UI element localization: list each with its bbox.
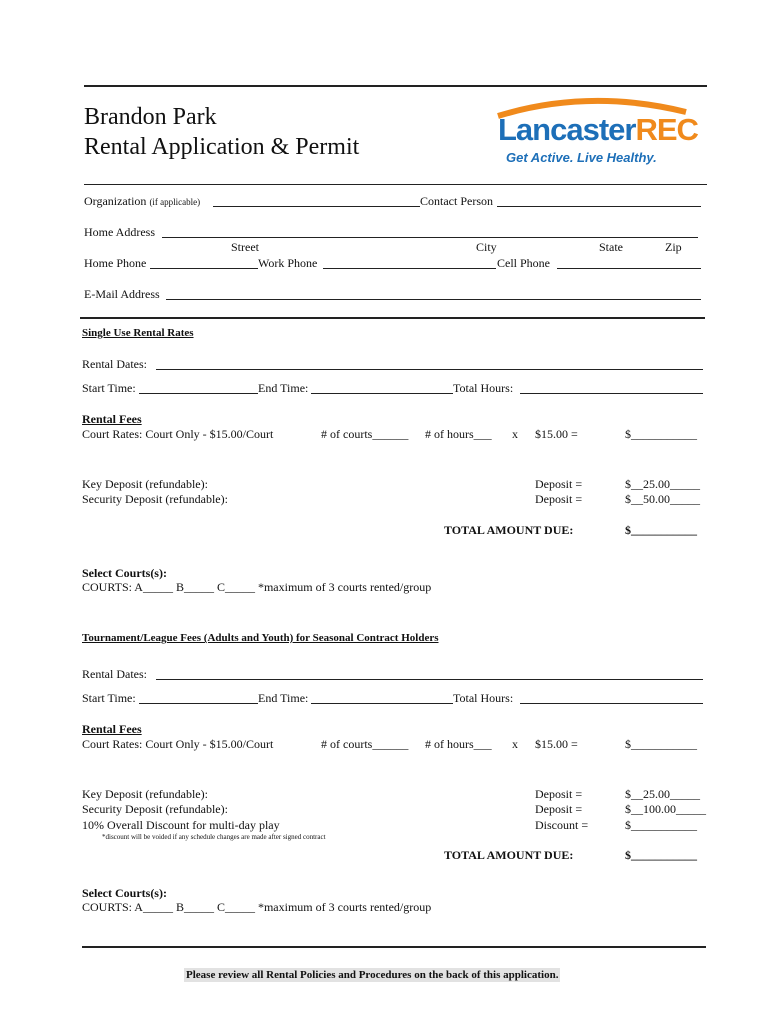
tournament-end-time-field[interactable] <box>311 703 453 704</box>
tournament-num-hours[interactable]: # of hours___ <box>425 737 492 751</box>
contact-person-field[interactable] <box>497 206 701 207</box>
tournament-security-amount: $__100.00_____ <box>625 802 706 816</box>
single-deposit-eq-1: Deposit = <box>535 477 583 491</box>
street-label: Street <box>231 240 259 254</box>
home-phone-field[interactable] <box>150 268 258 269</box>
contact-person-label: Contact Person <box>420 194 493 208</box>
single-end-time-field[interactable] <box>311 393 453 394</box>
city-label: City <box>476 240 497 254</box>
home-phone-label: Home Phone <box>84 256 147 270</box>
single-security-amount: $__50.00_____ <box>625 492 700 506</box>
bottom-rule <box>82 946 706 948</box>
single-end-time-label: End Time: <box>258 381 309 395</box>
tournament-total-hours-field[interactable] <box>520 703 703 704</box>
tournament-start-time-label: Start Time: <box>82 691 136 705</box>
tournament-end-time-label: End Time: <box>258 691 309 705</box>
email-field[interactable] <box>166 299 701 300</box>
footer-note: Please review all Rental Policies and Procedures on the back of this application. <box>186 969 559 981</box>
tournament-discount-label: 10% Overall Discount for multi-day play <box>82 818 280 832</box>
cell-phone-field[interactable] <box>557 268 701 269</box>
tournament-key-amount: $__25.00_____ <box>625 787 700 801</box>
tournament-court-rates: Court Rates: Court Only - $15.00/Court <box>82 737 274 751</box>
tournament-rental-fees-heading: Rental Fees <box>82 722 142 736</box>
single-key-amount: $__25.00_____ <box>625 477 700 491</box>
single-rate: $15.00 = <box>535 427 578 441</box>
single-deposit-eq-2: Deposit = <box>535 492 583 506</box>
single-court-rates: Court Rates: Court Only - $15.00/Court <box>82 427 274 441</box>
single-select-courts-label: Select Courts(s): <box>82 566 167 580</box>
tournament-security-deposit-label: Security Deposit (refundable): <box>82 802 228 816</box>
tournament-deposit-eq-2: Deposit = <box>535 802 583 816</box>
single-security-deposit-label: Security Deposit (refundable): <box>82 492 228 506</box>
email-label: E-Mail Address <box>84 287 160 301</box>
tournament-total-amount[interactable]: $___________ <box>625 848 697 862</box>
tournament-heading: Tournament/League Fees (Adults and Youth) for Seasonal Contract Holders <box>82 632 439 644</box>
single-start-time-label: Start Time: <box>82 381 136 395</box>
single-num-courts[interactable]: # of courts______ <box>321 427 409 441</box>
organization-label: Organization (if applicable) <box>84 194 201 208</box>
tournament-total-hours-label: Total Hours: <box>453 691 514 705</box>
work-phone-field[interactable] <box>323 268 496 269</box>
tournament-rental-dates-label: Rental Dates: <box>82 667 147 681</box>
single-use-heading: Single Use Rental Rates <box>82 327 194 339</box>
logo-brand-part1: Lancaster <box>498 112 636 147</box>
single-rental-dates-label: Rental Dates: <box>82 357 147 371</box>
state-label: State <box>599 240 623 254</box>
lancaster-rec-logo <box>494 90 698 170</box>
single-total-hours-label: Total Hours: <box>453 381 514 395</box>
single-key-deposit-label: Key Deposit (refundable): <box>82 477 208 491</box>
tournament-discount-amount[interactable]: $___________ <box>625 818 697 832</box>
logo-brand-part2: REC <box>635 112 698 147</box>
top-rule <box>84 85 707 87</box>
section-rule-1 <box>80 317 705 319</box>
tournament-rate-amount[interactable]: $___________ <box>625 737 697 751</box>
tournament-total-label: TOTAL AMOUNT DUE: <box>444 848 574 862</box>
single-times-sign: x <box>512 427 518 441</box>
single-courts-line[interactable]: COURTS: A_____ B_____ C_____ *maximum of 3 courts rented/group <box>82 580 432 594</box>
header-rule <box>84 184 707 185</box>
page-title-line-1: Brandon Park <box>84 104 217 130</box>
tournament-courts-line[interactable]: COURTS: A_____ B_____ C_____ *maximum of 3 courts rented/group <box>82 900 432 914</box>
home-address-label: Home Address <box>84 225 155 239</box>
organization-note: (if applicable) <box>149 197 201 207</box>
tournament-rate: $15.00 = <box>535 737 578 751</box>
single-total-hours-field[interactable] <box>520 393 703 394</box>
tournament-num-courts[interactable]: # of courts______ <box>321 737 409 751</box>
single-num-hours[interactable]: # of hours___ <box>425 427 492 441</box>
single-total-label: TOTAL AMOUNT DUE: <box>444 523 574 537</box>
single-total-amount[interactable]: $___________ <box>625 523 697 537</box>
tournament-discount-note: *discount will be voided if any schedule changes are made after signed contract <box>102 833 326 841</box>
home-address-field[interactable] <box>162 237 698 238</box>
tournament-rental-dates-field[interactable] <box>156 679 703 680</box>
cell-phone-label: Cell Phone <box>497 256 550 270</box>
tournament-times-sign: x <box>512 737 518 751</box>
page-title-line-2: Rental Application & Permit <box>84 134 360 160</box>
single-start-time-field[interactable] <box>139 393 258 394</box>
tournament-discount-eq: Discount = <box>535 818 589 832</box>
single-rate-amount[interactable]: $___________ <box>625 427 697 441</box>
tournament-start-time-field[interactable] <box>139 703 258 704</box>
tournament-select-courts-label: Select Courts(s): <box>82 886 167 900</box>
single-rental-fees-heading: Rental Fees <box>82 412 142 426</box>
work-phone-label: Work Phone <box>258 256 318 270</box>
tournament-key-deposit-label: Key Deposit (refundable): <box>82 787 208 801</box>
tournament-deposit-eq-1: Deposit = <box>535 787 583 801</box>
zip-label: Zip <box>665 240 682 254</box>
single-rental-dates-field[interactable] <box>156 369 703 370</box>
organization-field[interactable] <box>213 206 420 207</box>
logo-tagline: Get Active. Live Healthy. <box>506 150 657 165</box>
